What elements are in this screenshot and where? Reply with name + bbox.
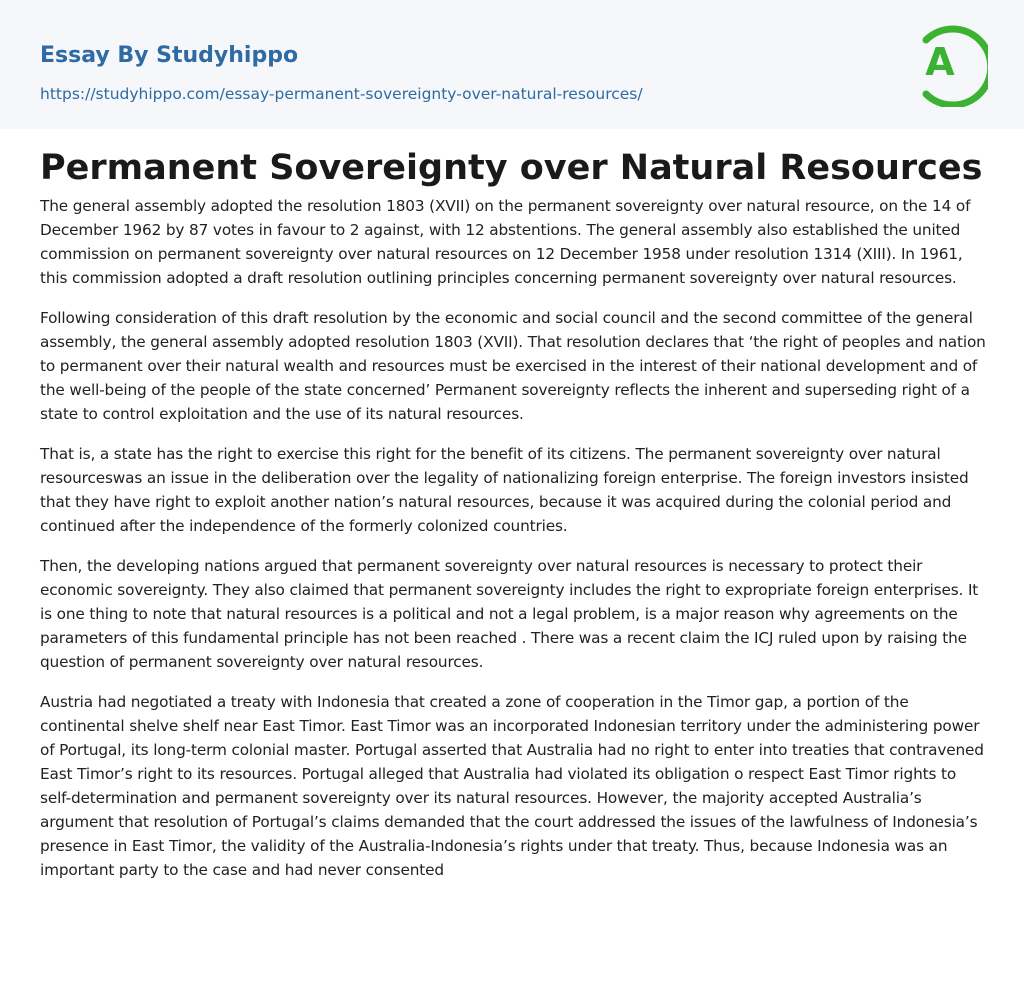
site-brand[interactable]: Essay By Studyhippo (40, 43, 299, 68)
paragraph: Then, the developing nations argued that permanent sovereignty over natural resources is necessary to protect their economic sovereignty. They also claimed that permanent sovereignty includes the right to expropriate foreign enterprises. It is one thing to note that natural resources is a political and not a legal problem, is a major reason why agreements on the parameters of this fundamental principle has not been reached . There was a recent claim the ICJ ruled upon by raising the question of permanent sovereignty over natural resources. (40, 557, 979, 671)
paragraph: The general assembly adopted the resolution 1803 (XVII) on the permanent sovereignty over natural resource, on the 14 of December 1962 by 87 votes in favour to 2 against, with 12 abstentions. The general assembly also established the united commission on permanent sovereignty over natural resources on 12 December 1958 under resolution 1314 (XIII). In 1961, this commission adopted a draft resolution outlining principles concerning permanent sovereignty over natural resources. (40, 197, 971, 287)
site-header (0, 0, 1024, 129)
paragraph: Austria had negotiated a treaty with Indonesia that created a zone of cooperation in the Timor gap, a portion of the continental shelve shelf near East Timor. East Timor was an incorporated Indonesian territory under the administering power of Portugal, its long-term colonial master. Portugal asserted that Australia had no right to enter into treaties that contravened East Timor’s right to its resources. Portugal alleged that Australia had violated its obligation o respect East Timor rights to self-determination and permanent sovereignty over its natural resources. However, the majority accepted Australia’s argument that resolution of Portugal’s claims demanded that the court addressed the issues of the lawfulness of Indonesia’s presence in East Timor, the validity of the Australia-Indonesia’s rights under that treaty. Thus, because Indonesia was an important party to the case and had never consented (40, 693, 984, 879)
paragraph: Following consideration of this draft resolution by the economic and social council and the second committee of the general assembly, the general assembly adopted resolution 1803 (XVII). That resolution declares that ‘the right of peoples and nation to permanent over their natural wealth and resources must be exercised in the interest of their national development and of the well-being of the people of the state concerned’ Permanent sovereignty reflects the inherent and superseding right of a state to control exploitation and the use of its natural resources. (40, 309, 986, 423)
paragraph: That is, a state has the right to exercise this right for the benefit of its citizens. The permanent sovereignty over natural resourceswas an issue in the deliberation over the legality of nationalizing foreign enterprise. The foreign investors insisted that they have right to exploit another nation’s natural resources, because it was acquired during the colonial period and continued after the independence of the formerly colonized countries. (40, 445, 969, 535)
essay-body (40, 194, 988, 898)
essay-title: Permanent Sovereignty over Natural Resources (40, 148, 983, 188)
essay-url-link[interactable]: https://studyhippo.com/essay-permanent-sovereignty-over-natural-resources/ (40, 85, 643, 103)
logo-a-icon (908, 17, 988, 107)
logo-letter: A (925, 40, 955, 84)
studyhippo-logo[interactable] (908, 17, 988, 107)
